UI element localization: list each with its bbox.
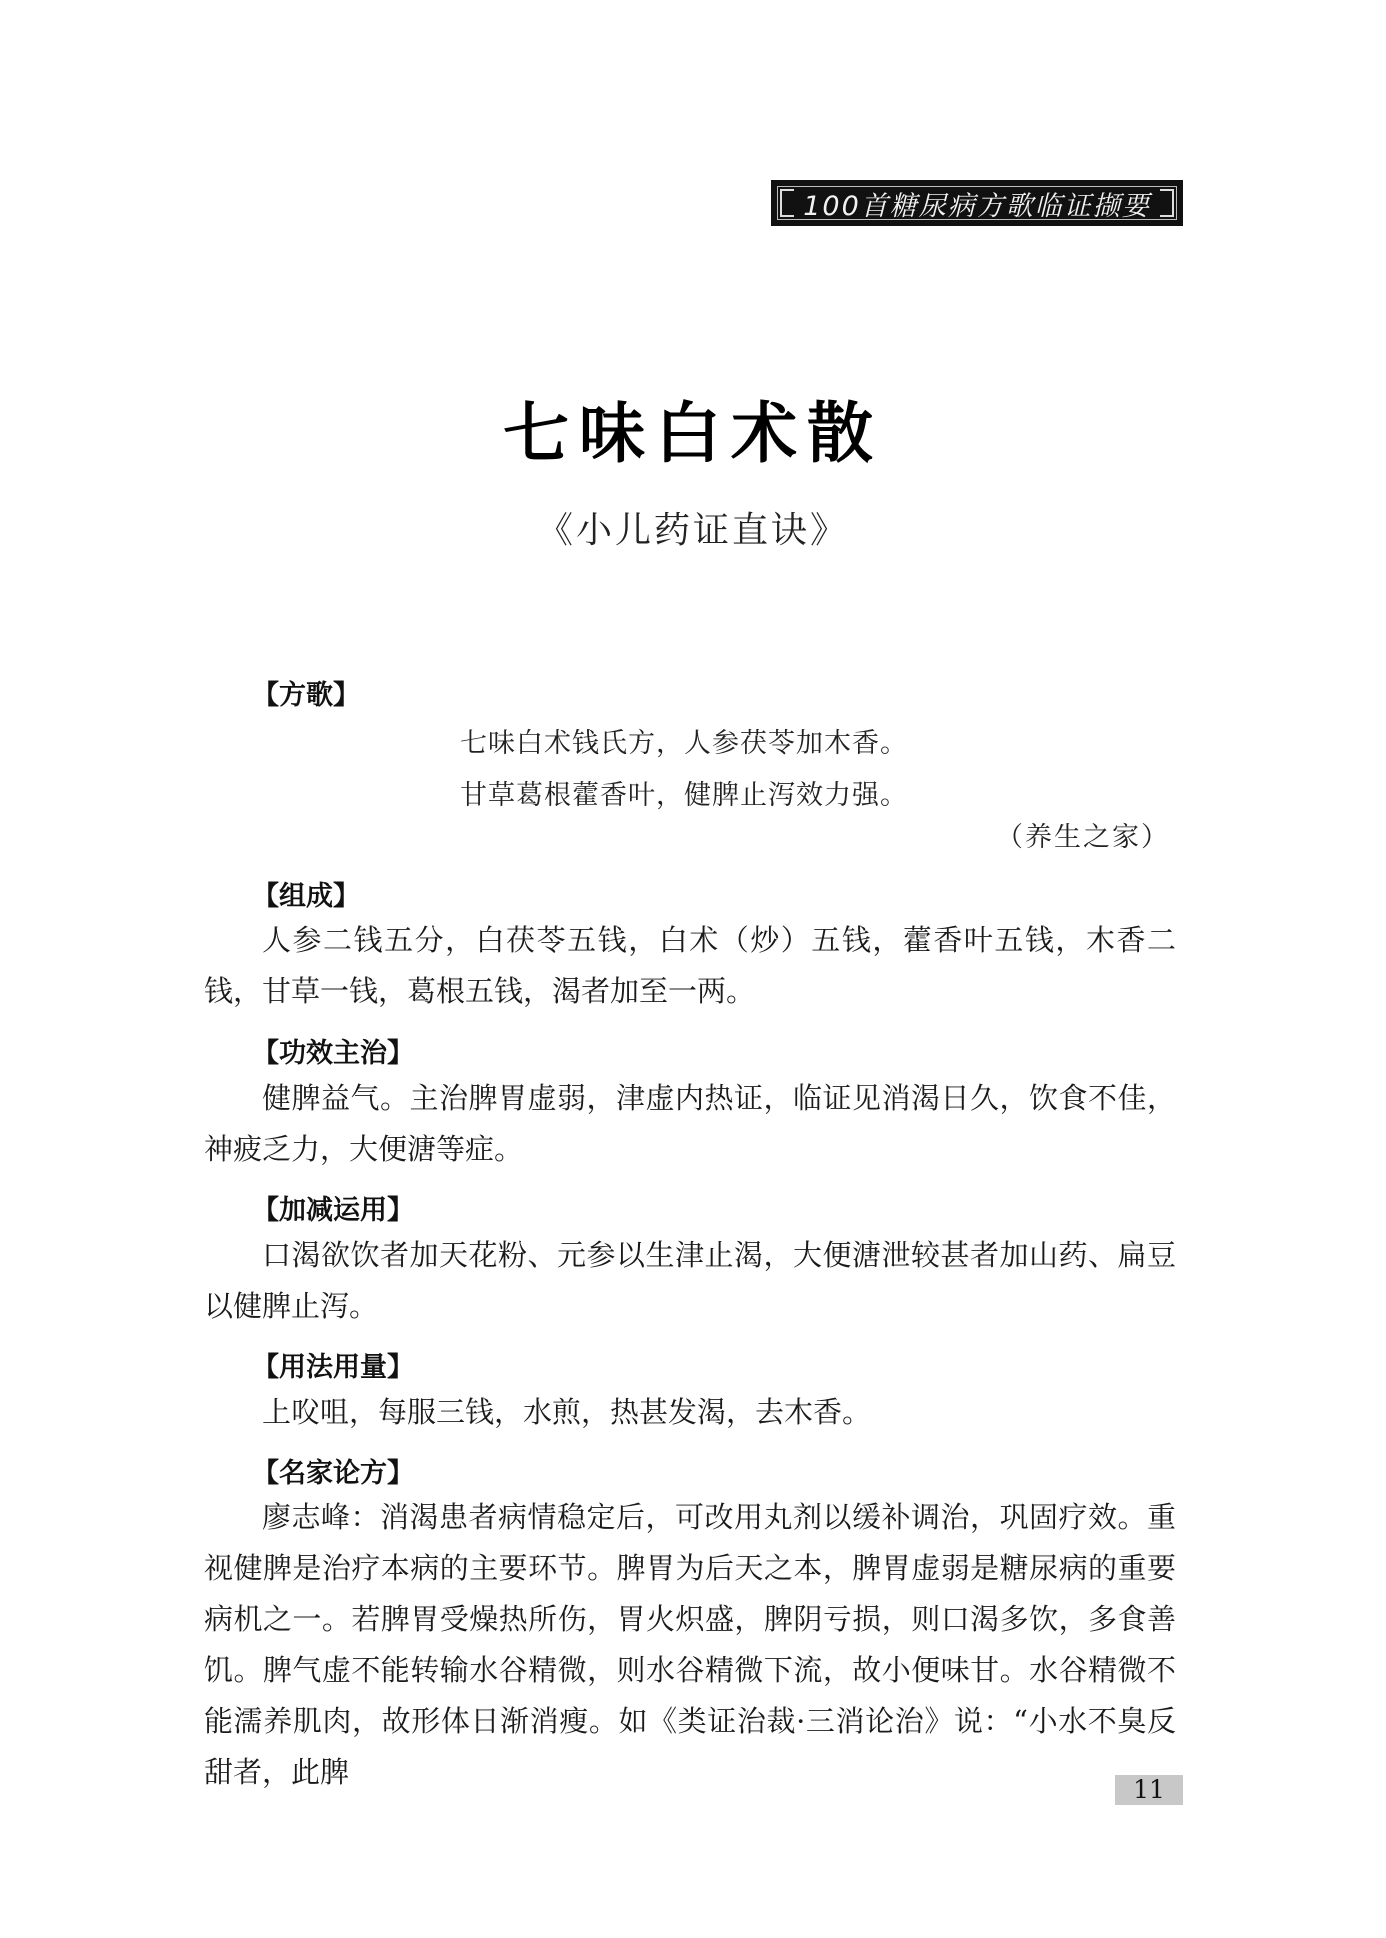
banner-corner-ornament bbox=[1160, 203, 1174, 217]
modification-text: 口渴欲饮者加天花粉、元参以生津止渴，大便溏泄较甚者加山药、扁豆以健脾止泻。 bbox=[204, 1238, 1176, 1323]
poem-line-1: 七味白术钱氏方，人参茯苓加木香。 bbox=[460, 728, 908, 759]
banner-corner-ornament bbox=[780, 203, 794, 217]
section-heading-gongxiao: 【功效主治】 bbox=[252, 1038, 414, 1069]
book-title: 100首糖尿病方歌临证撷要 bbox=[803, 190, 1151, 222]
header-banner bbox=[771, 180, 1183, 226]
composition-text: 人参二钱五分，白茯苓五钱，白术（炒）五钱，藿香叶五钱，木香二钱，甘草一钱，葛根五钱，渴者加至一两。 bbox=[204, 923, 1176, 1008]
page-number: 11 bbox=[1115, 1775, 1183, 1805]
banner-corner-ornament bbox=[780, 189, 794, 203]
section-heading-yongfa: 【用法用量】 bbox=[252, 1352, 414, 1383]
usage-text: 上㕮咀，每服三钱，水煎，热甚发渴，去木香。 bbox=[262, 1395, 872, 1429]
poem-line-2: 甘草葛根藿香叶，健脾止泻效力强。 bbox=[460, 780, 908, 811]
section-heading-jiajian: 【加减运用】 bbox=[252, 1195, 414, 1226]
banner-corner-ornament bbox=[1160, 189, 1174, 203]
source-book: 《小儿药证直诀》 bbox=[536, 510, 849, 551]
poem-source: （养生之家） bbox=[996, 822, 1170, 853]
section-heading-mingjia: 【名家论方】 bbox=[252, 1458, 414, 1489]
section-heading-zucheng: 【组成】 bbox=[252, 881, 360, 912]
efficacy-text: 健脾益气。主治脾胃虚弱，津虚内热证，临证见消渴日久，饮食不佳，神疲乏力，大便溏等症。 bbox=[204, 1081, 1176, 1166]
page-title: 七味白术散 bbox=[503, 395, 883, 472]
commentary-text: 廖志峰：消渴患者病情稳定后，可改用丸剂以缓补调治，巩固疗效。重视健脾是治疗本病的主要环节。脾胃为后天之本，脾胃虚弱是糖尿病的重要病机之一。若脾胃受燥热所伤，胃火炽盛，脾阴亏损，则口渴多饮，多食善饥。脾气虚不能转输水谷精微，则水谷精微下流，故小便味甘。水谷精微不能濡养肌肉，故形体日渐消瘦。如《类证治裁·三消论治》说：“小水不臭反甜者，此脾 bbox=[204, 1500, 1176, 1789]
section-heading-fangge: 【方歌】 bbox=[252, 680, 360, 711]
